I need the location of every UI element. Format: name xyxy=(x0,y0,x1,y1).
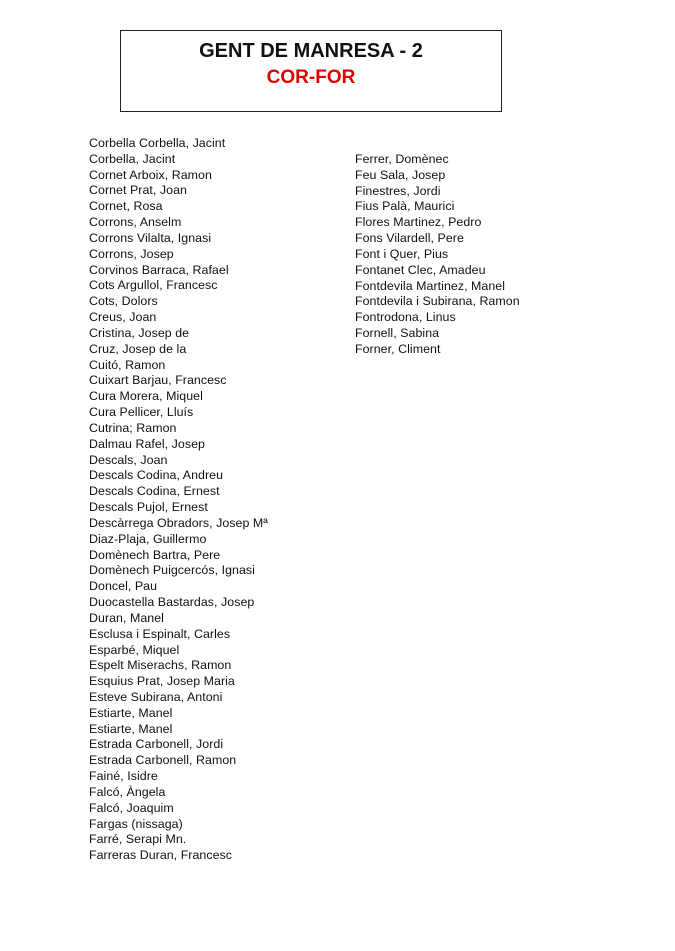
name-entry: Corrons Vilalta, Ignasi xyxy=(89,230,212,245)
page-title: GENT DE MANRESA - 2 xyxy=(199,40,423,62)
name-entry: Cuitó, Ramon xyxy=(89,357,166,372)
name-entry: Fons Vilardell, Pere xyxy=(355,231,464,246)
name-entry: Esquius Prat, Josep Maria xyxy=(89,674,235,689)
name-entry: Falcó, Joaquim xyxy=(89,800,174,815)
name-entry: Descals Pujol, Ernest xyxy=(89,500,208,515)
name-entry: Duocastella Bastardas, Josep xyxy=(89,595,255,610)
name-entry: Espelt Miserachs, Ramon xyxy=(89,658,232,673)
name-entry: Feu Sala, Josep xyxy=(355,167,446,182)
name-entry: Domènech Puigcercós, Ignasi xyxy=(89,563,255,578)
title-box xyxy=(120,30,502,112)
name-entry: Estiarte, Manel xyxy=(89,705,173,720)
name-entry: Flores Martinez, Pedro xyxy=(355,215,482,230)
name-entry: Cura Pellicer, Lluís xyxy=(89,405,194,420)
name-entry: Cots, Dolors xyxy=(89,294,158,309)
name-entry: Farré, Serapi Mn. xyxy=(89,832,187,847)
name-entry: Cuixart Barjau, Francesc xyxy=(89,373,227,388)
name-entry: Corrons, Josep xyxy=(89,246,174,261)
name-entry: Fargas (nissaga) xyxy=(89,816,183,831)
name-entry: Domènech Bartra, Pere xyxy=(89,547,221,562)
name-entry: Cots Argullol, Francesc xyxy=(89,278,218,293)
name-entry: Dalmau Rafel, Josep xyxy=(89,436,205,451)
name-entry: Corvinos Barraca, Rafael xyxy=(89,262,229,277)
name-entry: Fontrodona, Linus xyxy=(355,310,456,325)
name-entry: Fainé, Isidre xyxy=(89,769,158,784)
name-entry: Corrons, Anselm xyxy=(89,215,182,230)
name-entry: Esparbé, Miquel xyxy=(89,642,180,657)
names-list-left xyxy=(89,136,268,864)
name-entry: Descals Codina, Ernest xyxy=(89,484,220,499)
name-entry: Corbella, Jacint xyxy=(89,151,176,166)
name-entry: Fius Palà, Maurici xyxy=(355,199,455,214)
name-entry: Font i Quer, Pius xyxy=(355,246,449,261)
name-entry: Fontanet Clec, Amadeu xyxy=(355,262,486,277)
name-entry: Cristina, Josep de xyxy=(89,325,190,340)
name-entry: Ferrer, Domènec xyxy=(355,152,449,166)
name-entry: Estrada Carbonell, Ramon xyxy=(89,753,237,768)
name-entry: Esteve Subirana, Antoni xyxy=(89,689,223,704)
name-entry: Fontdevila Martinez, Manel xyxy=(355,278,506,293)
name-entry: Cruz, Josep de la xyxy=(89,341,187,356)
name-entry: Cornet, Rosa xyxy=(89,199,163,214)
name-entry: Esclusa i Espinalt, Carles xyxy=(89,626,231,641)
name-entry: Descals, Joan xyxy=(89,452,168,467)
name-entry: Cura Morera, Miquel xyxy=(89,389,203,404)
name-entry: Fornell, Sabina xyxy=(355,326,440,341)
name-entry: Diaz-Plaja, Guillermo xyxy=(89,531,207,546)
name-entry: Duran, Manel xyxy=(89,610,164,625)
name-entry: Descals Codina, Andreu xyxy=(89,468,224,483)
name-entry: Cutrina; Ramon xyxy=(89,420,177,435)
page-subtitle: COR-FOR xyxy=(266,67,356,88)
name-entry: Fontdevila i Subirana, Ramon xyxy=(355,294,520,309)
name-entry: Doncel, Pau xyxy=(89,579,158,594)
name-entry: Forner, Climent xyxy=(355,341,441,356)
name-entry: Estiarte, Manel xyxy=(89,721,173,736)
name-entry: Cornet Prat, Joan xyxy=(89,183,187,198)
name-entry: Finestres, Jordi xyxy=(355,183,441,198)
name-entry: Creus, Joan xyxy=(89,310,157,325)
names-list-right xyxy=(355,152,520,358)
name-entry: Corbella Corbella, Jacint xyxy=(89,136,226,150)
name-entry: Farreras Duran, Francesc xyxy=(89,848,233,863)
name-entry: Cornet Arboix, Ramon xyxy=(89,167,212,182)
name-entry: Falcó, Àngela xyxy=(89,784,166,799)
name-entry: Estrada Carbonell, Jordi xyxy=(89,737,224,752)
name-entry: Descàrrega Obradors, Josep Mª xyxy=(89,515,268,530)
